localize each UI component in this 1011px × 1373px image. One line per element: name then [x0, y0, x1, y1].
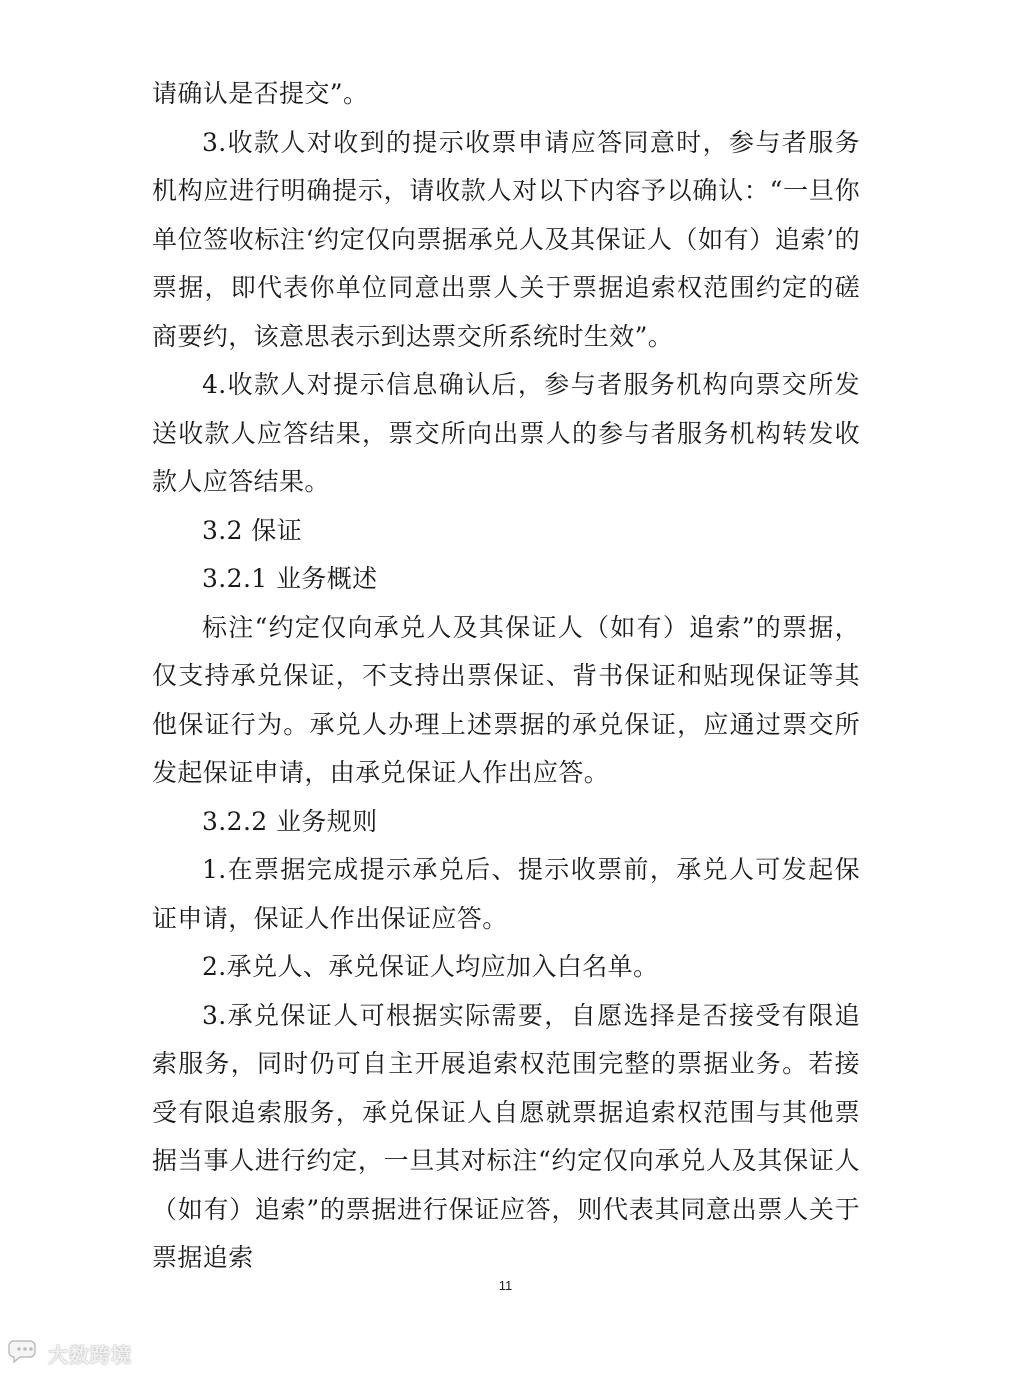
section-heading-3-2-2: 3.2.2 业务规则 — [202, 806, 378, 836]
section-heading-3-2: 3.2 保证 — [202, 515, 303, 545]
watermark — [8, 1338, 132, 1368]
paragraph-rule-3: 3.承兑保证人可根据实际需要，自愿选择是否接受有限追索服务，同时仍可自主开展追索权范围完整的票据业务。若接受有限追索服务，承兑保证人自愿就票据追索权范围与其他票据当事人进行约定，一旦其对标注“约定仅向承兑人及其保证人（如有）追索”的票据进行保证应答，则代表其同意出票人关于票据追索 — [152, 1000, 860, 1272]
section-heading-3-2-1: 3.2.1 业务概述 — [202, 564, 378, 593]
paragraph-continuation: 请确认是否提交”。 — [152, 79, 369, 108]
paragraph-item-4: 4.收款人对提示信息确认后，参与者服务机构向票交所发送收款人应答结果，票交所向出票人的参与者服务机构转发收款人应答结果。 — [152, 370, 860, 496]
watermark-text: 大数跨境 — [48, 1342, 132, 1367]
paragraph-rule-1: 1.在票据完成提示承兑后、提示收票前，承兑人可发起保证申请，保证人作出保证应答。 — [152, 855, 860, 933]
paragraph-item-3: 3.收款人对收到的提示收票申请应答同意时，参与者服务机构应进行明确提示，请收款人对以下内容予以确认：“一旦你单位签收标注‘约定仅向票据承兑人及其保证人（如有）追索’的票据，即代表你单位同意出票人关于票据追索权范围约定的磋商要约，该意思表示到达票交所系统时生效”。 — [152, 127, 860, 351]
chat-bubble-logo-icon — [8, 1338, 42, 1368]
paragraph-overview: 标注“约定仅向承兑人及其保证人（如有）追索”的票据，仅支持承兑保证，不支持出票保证、背书保证和贴现保证等其他保证行为。承兑人办理上述票据的承兑保证，应通过票交所发起保证申请，由承兑保证人作出应答。 — [152, 612, 860, 787]
paragraph-rule-2: 2.承兑人、承兑保证人均应加入白名单。 — [202, 952, 659, 981]
page-number: 11 — [498, 1278, 513, 1293]
document-body — [152, 70, 860, 1283]
